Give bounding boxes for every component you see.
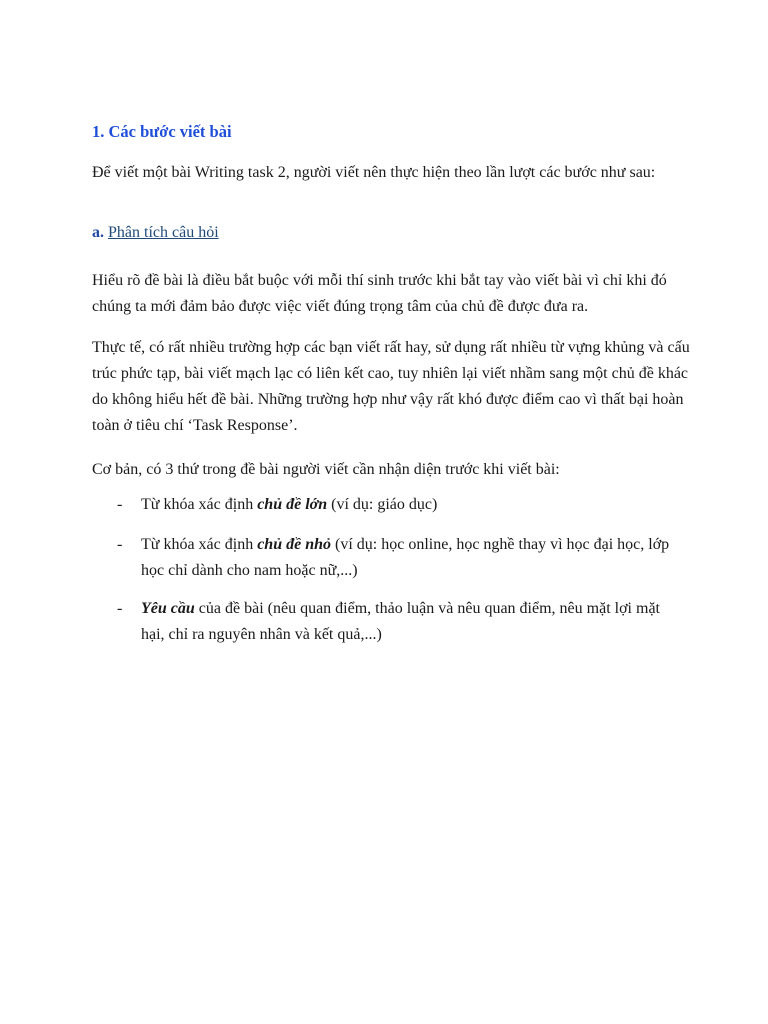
list-item [117, 596, 687, 648]
list-item-before: Từ khóa xác định [141, 496, 258, 513]
subheading-letter: a. [92, 224, 104, 241]
list-item [117, 492, 687, 518]
list-item [117, 532, 687, 584]
list-item-after: (ví dụ: học online, học nghề thay vì học đại học, lớp học chỉ dành cho nam hoặc nữ,...) [141, 536, 670, 579]
list-item-text [141, 532, 687, 584]
intro-paragraph: Để viết một bài Writing task 2, người viết nên thực hiện theo lần lượt các bước như sau: [92, 164, 656, 181]
bullet-dash: - [117, 536, 123, 553]
section-heading: 1. Các bước viết bài [92, 122, 232, 141]
paragraph: Cơ bản, có 3 thứ trong đề bài người viết cần nhận diện trước khi viết bài: [92, 461, 560, 478]
analyze-question-link[interactable]: Phân tích câu hỏi [108, 224, 219, 241]
paragraph: Thực tế, có rất nhiều trường hợp các bạn viết rất hay, sử dụng rất nhiều từ vựng khủng và cấu trúc phức tạp, bài viết mạch lạc có liên kết cao, tuy nhiên lại viết nhầm sang một chủ đề khác do không hiểu hết đề bài. Những trường hợp như vậy rất khó được điểm cao vì thất bại hoàn toàn ở tiêu chí ‘Task Response’. [92, 339, 690, 434]
paragraph: Hiểu rõ đề bài là điều bắt buộc với mỗi thí sinh trước khi bắt tay vào viết bài vì chỉ khi đó chúng ta mới đảm bảo được việc viết đúng trọng tâm của chủ đề được đưa ra. [92, 272, 667, 315]
list-item-text [141, 492, 687, 518]
subheading [92, 224, 219, 242]
list-item-text [141, 596, 687, 648]
list-item-before: Từ khóa xác định [141, 536, 258, 553]
bullet-dash: - [117, 496, 123, 513]
list-item-emphasis: chủ đề lớn [257, 496, 328, 513]
list-item-after: (ví dụ: giáo dục) [327, 496, 438, 513]
list-item-emphasis: Yêu cầu [141, 600, 195, 617]
bullet-dash: - [117, 600, 123, 617]
list-item-emphasis: chủ đề nhỏ [257, 536, 331, 553]
list-item-after: của đề bài (nêu quan điểm, thảo luận và nêu quan điểm, nêu mặt lợi mặt hại, chỉ ra nguyên nhân và kết quả,...) [141, 600, 660, 643]
